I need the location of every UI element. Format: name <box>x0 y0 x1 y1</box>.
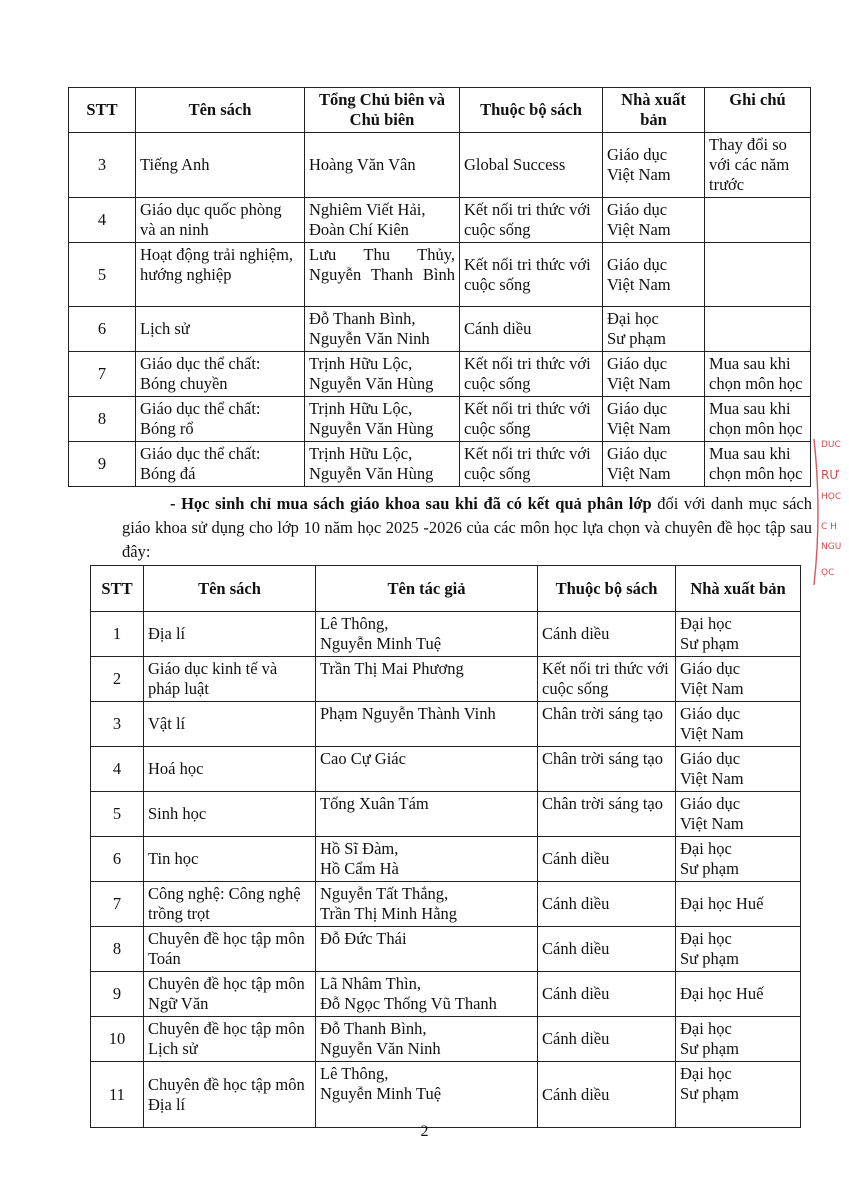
cell-stt: 4 <box>69 198 136 243</box>
header-note: Ghi chú <box>705 88 811 133</box>
cell-author: Lưu Thu Thủy, Nguyễn Thanh Bình <box>305 243 460 307</box>
cell-author: Hoàng Văn Vân <box>305 133 460 198</box>
cell-stt: 3 <box>69 133 136 198</box>
cell-publisher: Giáo dục Việt Nam <box>680 704 744 743</box>
cell-book-name: Giáo dục kinh tế và pháp luật <box>144 657 316 702</box>
cell-author: Hồ Sĩ Đàm, Hồ Cẩm Hà <box>320 839 399 878</box>
table-header-row <box>69 88 811 133</box>
stamp-graphic <box>812 437 849 587</box>
table-row <box>69 442 811 487</box>
table-row <box>91 792 801 837</box>
cell-author: Trịnh Hữu Lộc, Nguyễn Văn Hùng <box>309 444 434 483</box>
table-row <box>69 198 811 243</box>
cell-author: Nguyễn Tất Thắng, Trần Thị Minh Hằng <box>320 884 458 923</box>
cell-author: Lê Thông, Nguyễn Minh Tuệ <box>320 1064 442 1103</box>
cell-book-name: Địa lí <box>144 612 316 657</box>
cell-book-name: Chuyên đề học tập môn Địa lí <box>144 1062 316 1128</box>
cell-book-name: Vật lí <box>144 702 316 747</box>
cell-stt: 2 <box>91 657 144 702</box>
cell-series: Cánh diều <box>538 1017 676 1062</box>
cell-stt: 3 <box>91 702 144 747</box>
cell-publisher: Đại học Sư phạm <box>607 309 666 348</box>
table-header-row <box>91 566 801 612</box>
header-stt: STT <box>91 566 144 612</box>
cell-stt: 8 <box>91 927 144 972</box>
cell-publisher: Đại học Sư phạm <box>680 614 739 653</box>
table-row <box>91 702 801 747</box>
table-row <box>91 612 801 657</box>
cell-publisher: Đại học Huế <box>680 894 764 913</box>
cell-publisher: Đại học Sư phạm <box>680 929 739 968</box>
cell-book-name: Giáo dục thể chất: Bóng chuyền <box>140 354 261 393</box>
header-publisher: Nhà xuất bản <box>676 566 801 612</box>
cell-author: Trần Thị Mai Phương <box>316 657 538 702</box>
cell-series: Kết nối tri thức với cuộc sống <box>538 657 676 702</box>
stamp-lettering: DUC <box>821 440 841 450</box>
table-row <box>69 397 811 442</box>
cell-note <box>705 198 811 243</box>
cell-book-name: Lịch sử <box>136 307 305 352</box>
official-stamp <box>812 437 849 587</box>
cell-stt: 6 <box>69 307 136 352</box>
intro-bold: - Học sinh chỉ mua sách giáo khoa sau khi đã có kết quả phân lớp <box>170 494 652 513</box>
cell-note: Mua sau khi chọn môn học <box>705 352 811 397</box>
cell-stt: 8 <box>69 397 136 442</box>
table-row <box>69 243 811 307</box>
cell-stt: 7 <box>91 882 144 927</box>
cell-publisher: Đại học Sư phạm <box>680 1064 739 1103</box>
cell-book-name: Tin học <box>144 837 316 882</box>
cell-stt: 5 <box>91 792 144 837</box>
header-book-name: Tên sách <box>136 88 305 133</box>
cell-book-name: Hoạt động trải nghiệm, hướng nghiệp <box>136 243 305 307</box>
cell-publisher: Giáo dục Việt Nam <box>680 749 744 788</box>
cell-note <box>705 307 811 352</box>
header-publisher: Nhà xuất bản <box>603 88 705 133</box>
cell-series: Cánh diều <box>538 927 676 972</box>
cell-stt: 5 <box>69 243 136 307</box>
table-row <box>91 927 801 972</box>
cell-author: Trịnh Hữu Lộc, Nguyễn Văn Hùng <box>309 354 434 393</box>
cell-series: Cánh diều <box>538 1062 676 1128</box>
cell-author: Lã Nhâm Thìn, Đỗ Ngọc Thống Vũ Thanh <box>320 974 497 1013</box>
table-row <box>69 133 811 198</box>
cell-series: Kết nối tri thức với cuộc sống <box>460 198 603 243</box>
cell-author: Đỗ Đức Thái <box>316 927 538 972</box>
cell-stt: 7 <box>69 352 136 397</box>
cell-book-name: Giáo dục quốc phòng và an ninh <box>136 198 305 243</box>
cell-publisher: Giáo dục Việt Nam <box>607 145 671 184</box>
cell-series: Cánh diều <box>538 882 676 927</box>
cell-publisher: Giáo dục Việt Nam <box>607 354 671 393</box>
table-row <box>91 882 801 927</box>
cell-publisher: Giáo dục Việt Nam <box>680 794 744 833</box>
cell-series: Cánh diều <box>538 972 676 1017</box>
cell-series: Kết nối tri thức với cuộc sống <box>460 397 603 442</box>
cell-publisher: Đại học Sư phạm <box>680 1019 739 1058</box>
cell-note <box>705 243 811 307</box>
stamp-lettering: C H <box>821 522 837 532</box>
cell-book-name: Công nghệ: Công nghệ trồng trọt <box>144 882 316 927</box>
cell-publisher: Giáo dục Việt Nam <box>607 399 671 438</box>
cell-stt: 9 <box>69 442 136 487</box>
textbook-table-1 <box>68 87 811 487</box>
cell-series: Kết nối tri thức với cuộc sống <box>460 243 603 307</box>
cell-author: Trịnh Hữu Lộc, Nguyễn Văn Hùng <box>309 399 434 438</box>
cell-author: Cao Cự Giác <box>316 747 538 792</box>
cell-book-name: Giáo dục thể chất: Bóng rổ <box>140 399 261 438</box>
cell-note: Mua sau khi chọn môn học <box>705 442 811 487</box>
cell-book-name: Hoá học <box>144 747 316 792</box>
table-row <box>91 1017 801 1062</box>
cell-series: Cánh diều <box>538 837 676 882</box>
header-author: Tên tác giả <box>316 566 538 612</box>
cell-publisher: Đại học Huế <box>680 984 764 1003</box>
cell-author: Phạm Nguyễn Thành Vinh <box>316 702 538 747</box>
cell-publisher: Giáo dục Việt Nam <box>680 659 744 698</box>
cell-book-name: Chuyên đề học tập môn Ngữ Văn <box>144 972 316 1017</box>
cell-stt: 9 <box>91 972 144 1017</box>
cell-publisher: Giáo dục Việt Nam <box>607 444 671 483</box>
table-row <box>91 837 801 882</box>
cell-note: Thay đổi so với các năm trước <box>705 133 811 198</box>
cell-author: Đỗ Thanh Bình, Nguyễn Văn Ninh <box>320 1019 441 1058</box>
cell-stt: 6 <box>91 837 144 882</box>
cell-author: Tống Xuân Tám <box>316 792 538 837</box>
stamp-lettering: RƯ <box>821 468 840 482</box>
intro-rest: đối với danh mục sách giáo khoa sử dụng cho lớp 10 năm học 2025 -2026 của các môn học lựa chọn và chuyên đề học tập sau đây: <box>122 494 812 561</box>
header-stt: STT <box>69 88 136 133</box>
cell-stt: 4 <box>91 747 144 792</box>
cell-series: Cánh diều <box>460 307 603 352</box>
page-number: 2 <box>420 1123 429 1140</box>
cell-series: Chân trời sáng tạo <box>538 702 676 747</box>
cell-publisher: Đại học Sư phạm <box>680 839 739 878</box>
table-row <box>69 352 811 397</box>
cell-series: Kết nối tri thức với cuộc sống <box>460 352 603 397</box>
stamp-lettering: ỌC <box>821 568 835 578</box>
header-series: Thuộc bộ sách <box>460 88 603 133</box>
intro-paragraph <box>122 492 812 564</box>
cell-book-name: Chuyên đề học tập môn Toán <box>144 927 316 972</box>
cell-series: Global Success <box>460 133 603 198</box>
cell-book-name: Sinh học <box>144 792 316 837</box>
cell-author: Nghiêm Viết Hải, Đoàn Chí Kiên <box>309 200 426 239</box>
table-row <box>91 747 801 792</box>
table-row <box>91 657 801 702</box>
table-row <box>91 1062 801 1128</box>
cell-publisher: Giáo dục Việt Nam <box>607 254 671 294</box>
cell-series: Chân trời sáng tạo <box>538 747 676 792</box>
cell-stt: 11 <box>91 1062 144 1128</box>
textbook-table-2 <box>90 565 801 1128</box>
cell-author: Đỗ Thanh Bình, Nguyễn Văn Ninh <box>309 309 430 348</box>
cell-publisher: Giáo dục Việt Nam <box>607 200 671 239</box>
cell-stt: 10 <box>91 1017 144 1062</box>
cell-author: Lê Thông, Nguyễn Minh Tuệ <box>320 614 442 653</box>
header-book-name: Tên sách <box>144 566 316 612</box>
cell-book-name: Chuyên đề học tập môn Lịch sử <box>144 1017 316 1062</box>
stamp-lettering: NGU <box>821 542 842 552</box>
table-row <box>69 307 811 352</box>
cell-series: Cánh diều <box>538 612 676 657</box>
header-editor: Tổng Chủ biên và Chủ biên <box>305 88 460 133</box>
cell-stt: 1 <box>91 612 144 657</box>
table-row <box>91 972 801 1017</box>
cell-book-name: Tiếng Anh <box>136 133 305 198</box>
stamp-lettering: HỌC <box>821 492 842 502</box>
cell-note: Mua sau khi chọn môn học <box>705 397 811 442</box>
cell-book-name: Giáo dục thể chất: Bóng đá <box>140 444 261 483</box>
cell-series: Kết nối tri thức với cuộc sống <box>460 442 603 487</box>
cell-series: Chân trời sáng tạo <box>538 792 676 837</box>
header-series: Thuộc bộ sách <box>538 566 676 612</box>
